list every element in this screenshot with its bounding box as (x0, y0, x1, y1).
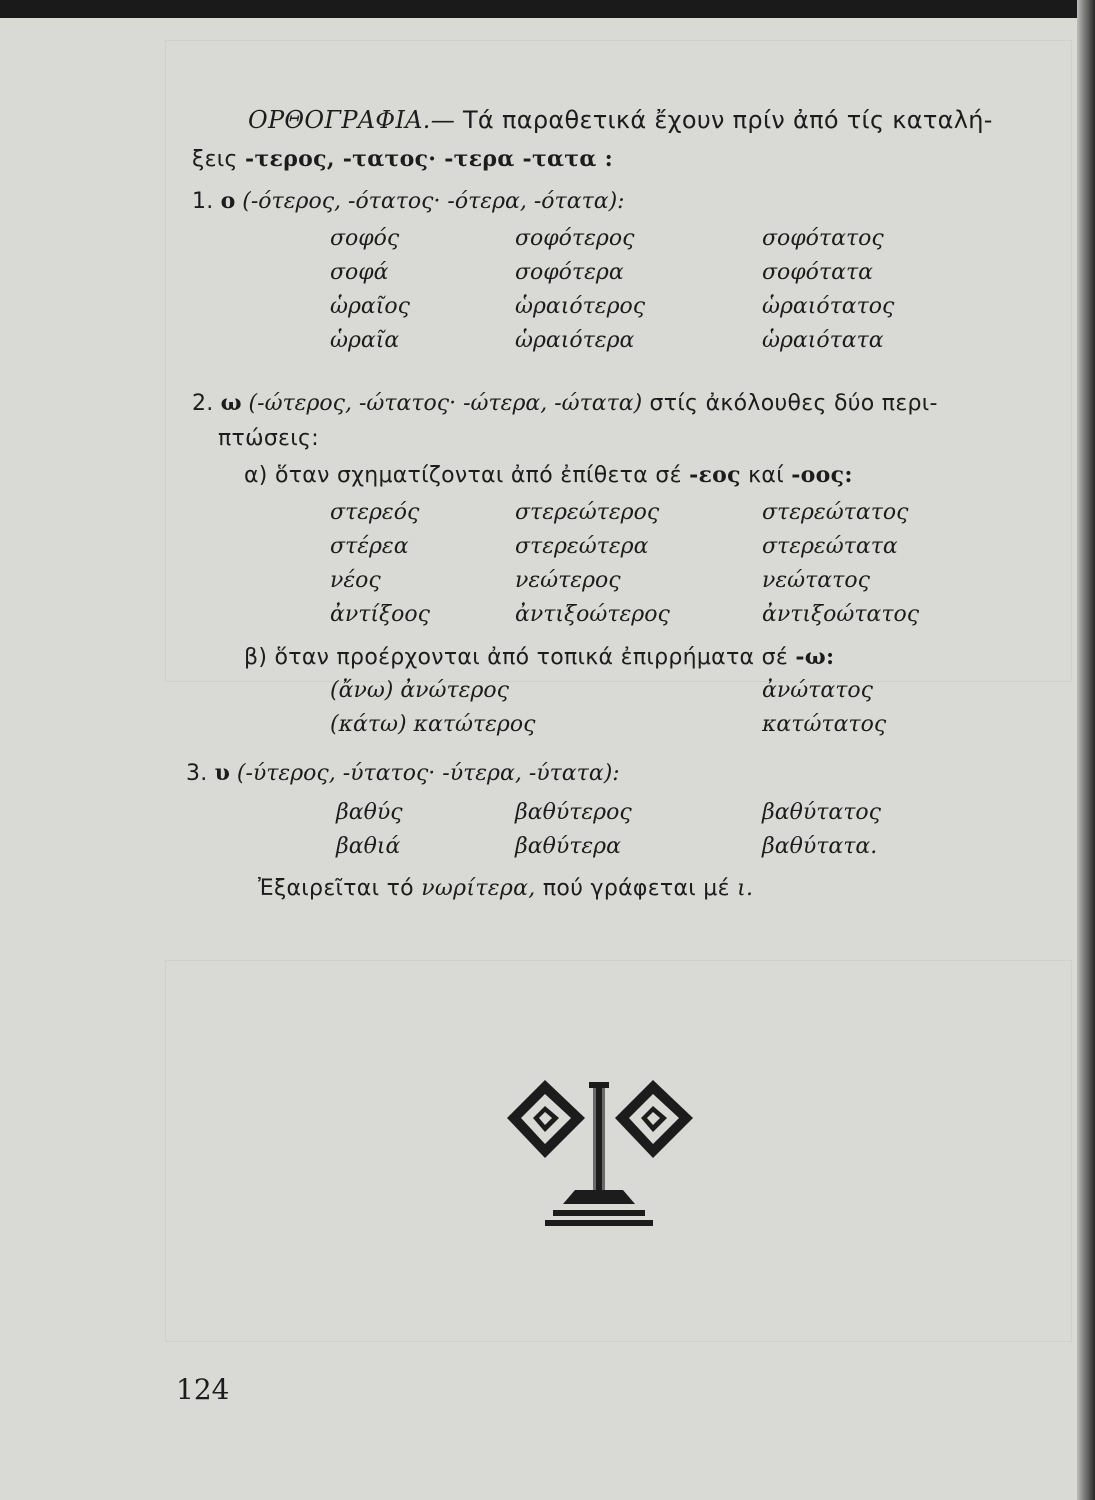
exception-text: Ἐξαιρεῖται τό (258, 876, 422, 901)
comparative-form: σοφότερα (515, 260, 624, 285)
book-spine-edge (1077, 0, 1095, 1500)
rule-3-pattern: (-ύτερος, -ύτατος· -ύτερα, -ύτατα): (236, 761, 620, 786)
book-page (0, 18, 1077, 1500)
comparative-form: νεώτερος (515, 568, 621, 593)
positive-form: σοφός (330, 226, 400, 251)
positive-form: σοφά (330, 260, 389, 285)
comparative-form: ἀντιξοώτερος (515, 602, 670, 627)
exception-note (258, 876, 753, 901)
superlative-form: ἀνώτατος (762, 678, 873, 703)
positive-form: ἀντίξοος (330, 602, 430, 627)
superlative-form: ἀντιξοώτατος (762, 602, 920, 627)
orthography-heading (248, 106, 993, 134)
table-row (0, 328, 1077, 362)
table-row (0, 500, 1077, 534)
positive-form: ὡραῖος (330, 294, 410, 319)
heading-line2-text: ξεις (192, 147, 246, 172)
orthography-title: ΟΡΘΟΓΡΑΦΙΑ.— (248, 106, 456, 134)
ornament-right-diamond (615, 1080, 693, 1158)
positive-form: βαθύς (336, 800, 403, 825)
table-row (0, 260, 1077, 294)
sub-rule-a-label: α) ὅταν σχηματίζονται ἀπό ἐπίθετα σέ (244, 463, 690, 488)
positive-form: βαθιά (336, 834, 401, 859)
rule-1-pattern: (-ότερος, -ότατος· -ότερα, -ότατα): (242, 189, 625, 214)
scan-top-border (0, 0, 1095, 18)
rule-2-number: 2. (192, 391, 214, 416)
sub-rule-b (244, 644, 834, 670)
heading-line-2 (192, 146, 613, 172)
ornament-stem-top (589, 1082, 609, 1088)
comparative-form: στερεώτερα (515, 534, 649, 559)
comparative-form: βαθύτερος (515, 800, 632, 825)
positive-form: στέρεα (330, 534, 409, 559)
sub-rule-b-label: β) ὅταν προέρχονται ἀπό τοπικά ἐπιρρήματα σέ (244, 645, 796, 670)
comparative-form: ὡραιότερος (515, 294, 646, 319)
rule-1-letter: ο (220, 188, 236, 214)
superlative-form: ὡραιότατος (762, 294, 895, 319)
table-row (0, 678, 1077, 712)
page-number: 124 (176, 1373, 230, 1406)
table-row (0, 800, 1077, 834)
heading-text: Τά παραθετικά ἔχουν πρίν ἀπό τίς καταλή- (455, 106, 993, 134)
ending-omega: -ω: (795, 644, 835, 670)
superlative-form: στερεώτατα (762, 534, 898, 559)
comparative-form: σοφότερος (515, 226, 635, 251)
ending-oos: -οος: (791, 462, 853, 488)
superlative-form: ὡραιότατα (762, 328, 884, 353)
table-row (0, 834, 1077, 868)
rule-2-letter: ω (220, 390, 242, 416)
table-row (0, 534, 1077, 568)
superlative-form: νεώτατος (762, 568, 870, 593)
rule-2-pattern: (-ώτερος, -ώτατος· -ώτερα, -ώτατα) (248, 391, 643, 416)
positive-form: ὡραῖα (330, 328, 400, 353)
adverb-comparative: (ἄνω) ἀνώτερος (330, 678, 509, 703)
positive-form: στερεός (330, 500, 420, 525)
rule-2-text-continued: πτώσεις: (218, 426, 319, 451)
ending-list: -τερος, -τατος· -τερα -τατα : (245, 146, 613, 172)
superlative-form: βαθύτατα. (762, 834, 878, 859)
ornament-left-diamond (507, 1080, 585, 1158)
superlative-form: βαθύτατος (762, 800, 881, 825)
rule-3-letter: υ (214, 760, 230, 786)
table-row (0, 226, 1077, 260)
exception-text-mid: πού γράφεται μέ (535, 876, 738, 901)
positive-form: νέος (330, 568, 381, 593)
comparative-form: βαθύτερα (515, 834, 621, 859)
table-row (0, 712, 1077, 746)
exception-word: νωρίτερα, (421, 876, 536, 901)
rule-1-heading (192, 188, 625, 214)
ending-eos: -εος (689, 462, 741, 488)
rule-3-heading (186, 760, 620, 786)
table-row (0, 602, 1077, 636)
table-row (0, 568, 1077, 602)
sub-rule-a-conjunction: καί (740, 463, 792, 488)
sub-rule-a (244, 462, 853, 488)
superlative-form: σοφότατος (762, 226, 884, 251)
superlative-form: στερεώτατος (762, 500, 909, 525)
decorative-ornament (505, 1078, 695, 1228)
exception-letter: ι. (737, 876, 754, 901)
superlative-form: κατώτατος (762, 712, 887, 737)
comparative-form: ὡραιότερα (515, 328, 635, 353)
ornament-base (563, 1190, 635, 1204)
rule-3-number: 3. (186, 761, 208, 786)
rule-2-heading (192, 390, 938, 416)
rule-1-number: 1. (192, 189, 214, 214)
adverb-comparative: (κάτω) κατώτερος (330, 712, 536, 737)
superlative-form: σοφότατα (762, 260, 873, 285)
rule-2-text: στίς ἀκόλουθες δύο περι- (642, 391, 938, 416)
table-row (0, 294, 1077, 328)
comparative-form: στερεώτερος (515, 500, 660, 525)
